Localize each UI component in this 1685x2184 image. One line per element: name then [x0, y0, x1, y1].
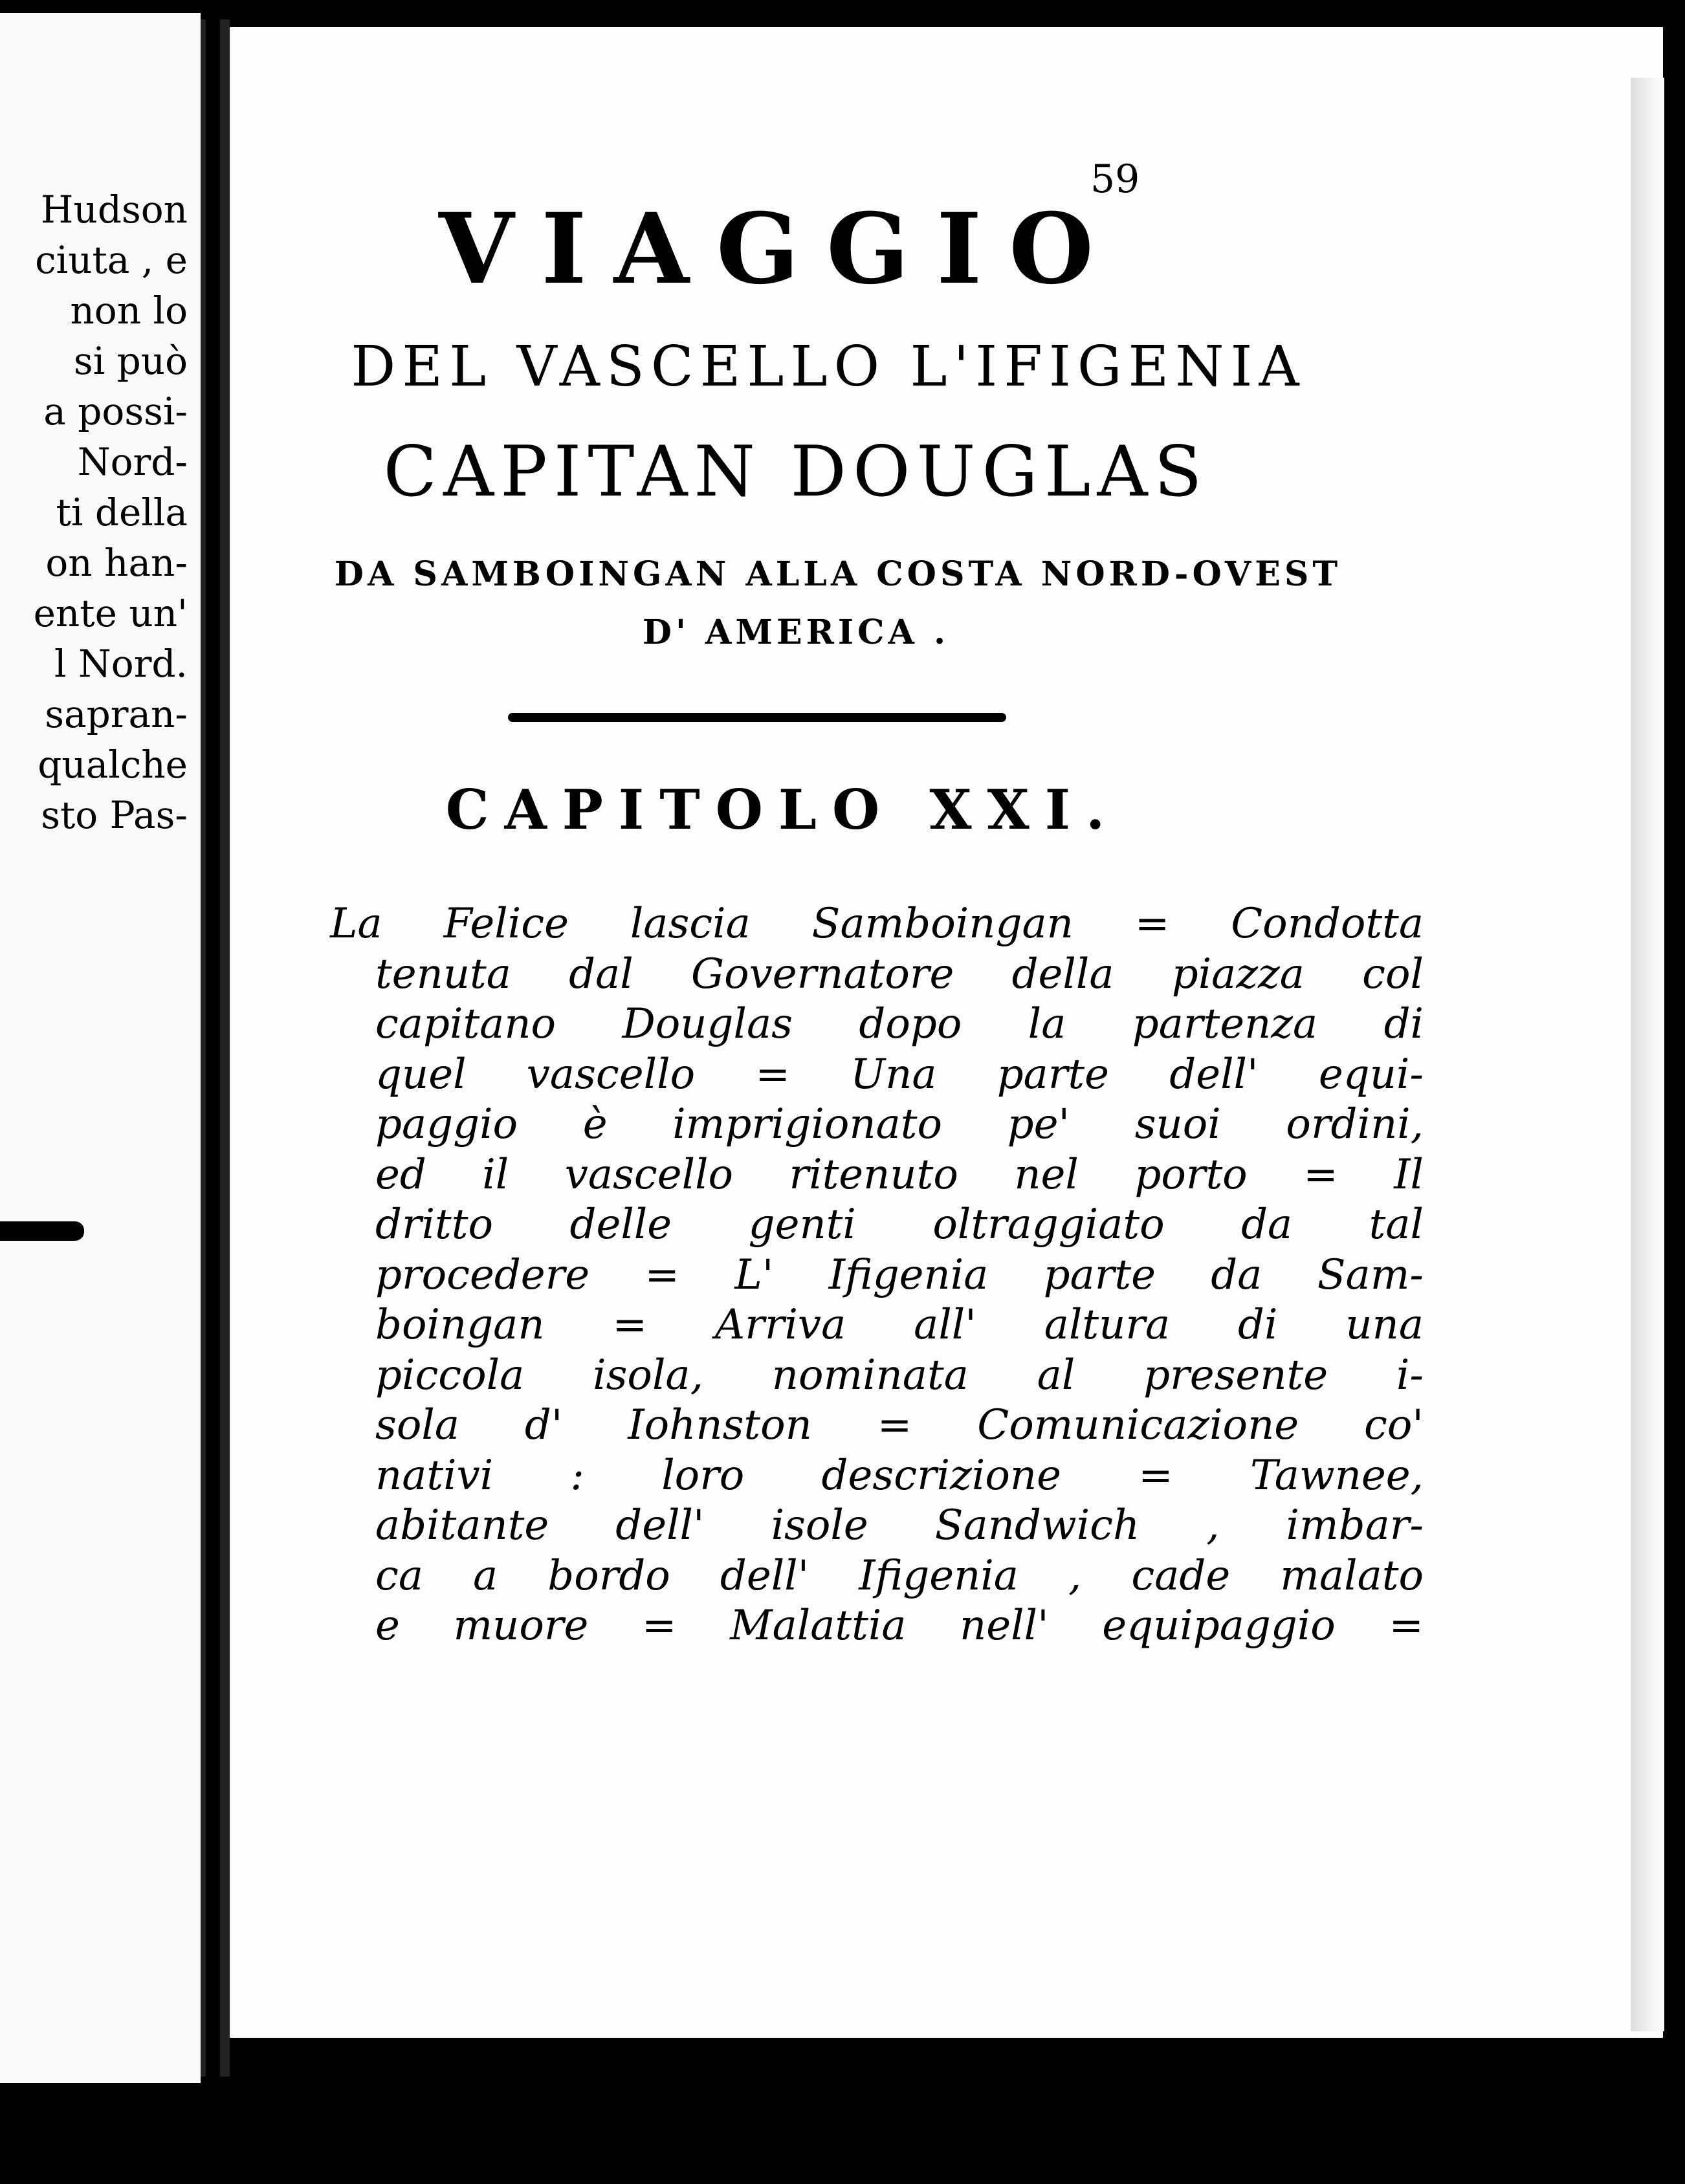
previous-page-line: qualche [38, 743, 188, 787]
captain-name: CAPITAN DOUGLAS [383, 431, 1209, 512]
summary-line: ca a bordo dell' Ifigenia , cade malato [375, 1551, 1424, 1600]
current-page [230, 27, 1663, 2038]
page-number: 59 [1090, 157, 1140, 202]
book-title: VIAGGIO [439, 192, 1121, 306]
previous-page-rule [0, 1221, 84, 1241]
summary-line: e muore = Malattia nell' equipaggio = [375, 1602, 1424, 1650]
book-gutter-shadow [206, 19, 220, 2077]
summary-line: La Felice lascia Samboingan = Condotta [330, 900, 1424, 948]
summary-line: piccola isola, nominata al presente i- [375, 1351, 1424, 1399]
previous-page-text [34, 184, 188, 840]
summary-line: ed il vascello ritenuto nel porto = Il [375, 1150, 1424, 1199]
summary-line: paggio è imprigionato pe' suoi ordini, [375, 1100, 1424, 1148]
book-subtitle: DEL VASCELLO L'IFIGENIA [351, 334, 1306, 399]
chapter-heading: CAPITOLO XXI. [445, 778, 1121, 842]
previous-page-line: Nord- [77, 440, 188, 484]
summary-line: dritto delle genti oltraggiato da tal [375, 1201, 1424, 1249]
route-line: DA SAMBOINGAN ALLA COSTA NORD-OVEST [334, 554, 1342, 594]
summary-line: sola d' Iohnston = Comunicazione co' [375, 1401, 1424, 1449]
chapter-summary [330, 899, 1424, 1652]
previous-page-line: sto Pas- [41, 793, 188, 837]
page-edge [1631, 78, 1664, 2031]
summary-line: boingan = Arriva all' altura di una [375, 1301, 1424, 1349]
previous-page-line: a possi- [43, 389, 188, 433]
previous-page [0, 13, 201, 2083]
previous-page-line: ti della [56, 490, 188, 534]
summary-line: quel vascello = Una parte dell' equi- [375, 1050, 1424, 1098]
previous-page-line: l Nord. [54, 642, 188, 686]
previous-page-line: on han- [45, 541, 188, 585]
previous-page-line: ente un' [33, 591, 188, 635]
previous-page-line: non lo [70, 289, 188, 333]
summary-line: abitante dell' isole Sandwich , imbar- [375, 1502, 1424, 1549]
previous-page-line: ciuta , e [35, 238, 188, 282]
summary-line: tenuta dal Governatore della piazza col [375, 950, 1424, 998]
previous-page-line: sapran- [45, 692, 188, 736]
route-line: D' AMERICA . [642, 613, 950, 652]
summary-line: nativi : loro descrizione = Tawnee, [375, 1451, 1424, 1500]
previous-page-line: Hudson [40, 188, 188, 232]
title-divider [508, 713, 1006, 722]
summary-line: capitano Douglas dopo la partenza di [375, 1000, 1424, 1048]
previous-page-line: si può [73, 339, 188, 383]
summary-line: procedere = L' Ifigenia parte da Sam- [375, 1250, 1424, 1299]
